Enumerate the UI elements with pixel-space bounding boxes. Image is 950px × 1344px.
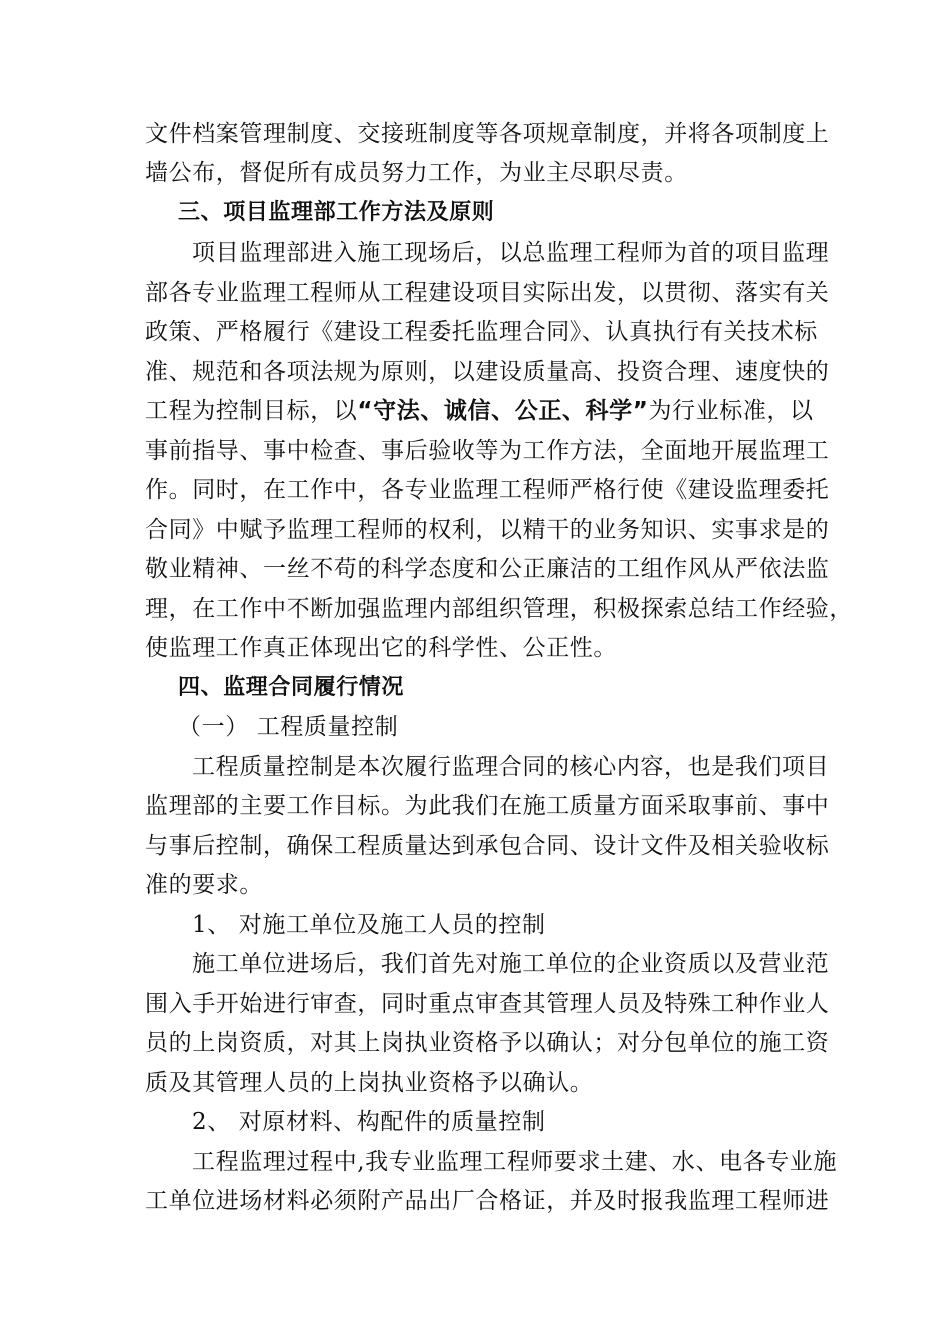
section-heading-4: 四、监理合同履行情况	[178, 675, 405, 700]
paragraph-line: 作。同时，在工作中，各专业监理工程师严格行使《建设监理委托	[145, 477, 830, 503]
paragraph-line: 工单位进场材料必须附产品出厂合格证，并及时报我监理工程师进	[145, 1188, 830, 1214]
paragraph-line: 项目监理部进入施工现场后，以总监理工程师为首的项目监理	[192, 240, 830, 266]
paragraph-line: 准、规范和各项法规为原则，以建设质量高、投资合理、速度快的	[145, 359, 830, 385]
subsection-heading: （一） 工程质量控制	[178, 714, 399, 740]
paragraph-line: 墙公布，督促所有成员努力工作，为业主尽职尽责。	[145, 160, 688, 186]
paragraph-line: 员的上岗资质，对其上岗执业资格予以确认；对分包单位的施工资	[145, 1030, 830, 1056]
numbered-item-heading: 1、 对施工单位及施工人员的控制	[192, 912, 546, 938]
paragraph-line: 施工单位进场后，我们首先对施工单位的企业资质以及营业范	[192, 951, 830, 977]
paragraph-line: 准的要求。	[145, 872, 263, 898]
paragraph-line: 工程质量控制是本次履行监理合同的核心内容，也是我们项目	[192, 754, 830, 780]
paragraph-line: 使监理工作真正体现出它的科学性、公正性。	[145, 635, 617, 661]
paragraph-line: 与事后控制，确保工程质量达到承包合同、设计文件及相关验收标	[145, 833, 830, 859]
paragraph-line: 敬业精神、一丝不苟的科学态度和公正廉洁的工组作风从严依法监	[145, 556, 830, 582]
bold-phrase: “守法、诚信、公正、科学”	[357, 398, 649, 424]
numbered-item-heading: 2、 对原材料、构配件的质量控制	[192, 1109, 546, 1135]
paragraph-line	[145, 396, 814, 426]
paragraph-line: 理，在工作中不断加强监理内部组织管理，积极探索总结工作经验，	[145, 596, 853, 622]
paragraph-line: 事前指导、事中检查、事后验收等为工作方法，全面地开展监理工	[145, 438, 830, 464]
paragraph-line: 部各专业监理工程师从工程建设项目实际出发，以贯彻、落实有关	[145, 280, 830, 306]
paragraph-line: 围入手开始进行审查，同时重点审查其管理人员及特殊工种作业人	[145, 991, 830, 1017]
section-heading-3: 三、项目监理部工作方法及原则	[178, 200, 495, 225]
paragraph-line: 合同》中赋予监理工程师的权利，以精干的业务知识、实事求是的	[145, 517, 830, 543]
paragraph-line: 质及其管理人员的上岗执业资格予以确认。	[145, 1070, 594, 1096]
paragraph-line: 监理部的主要工作目标。为此我们在施工质量方面采取事前、事中	[145, 793, 830, 819]
text-run: 工程为控制目标，以	[145, 398, 358, 424]
paragraph-line: 工程监理过程中,我专业监理工程师要求土建、水、电各专业施	[192, 1149, 838, 1175]
text-run: 为行业标准，以	[648, 398, 814, 424]
paragraph-line: 文件档案管理制度、交接班制度等各项规章制度，并将各项制度上	[145, 121, 830, 147]
paragraph-line: 政策、严格履行《建设工程委托监理合同》、认真执行有关技术标	[145, 319, 818, 345]
